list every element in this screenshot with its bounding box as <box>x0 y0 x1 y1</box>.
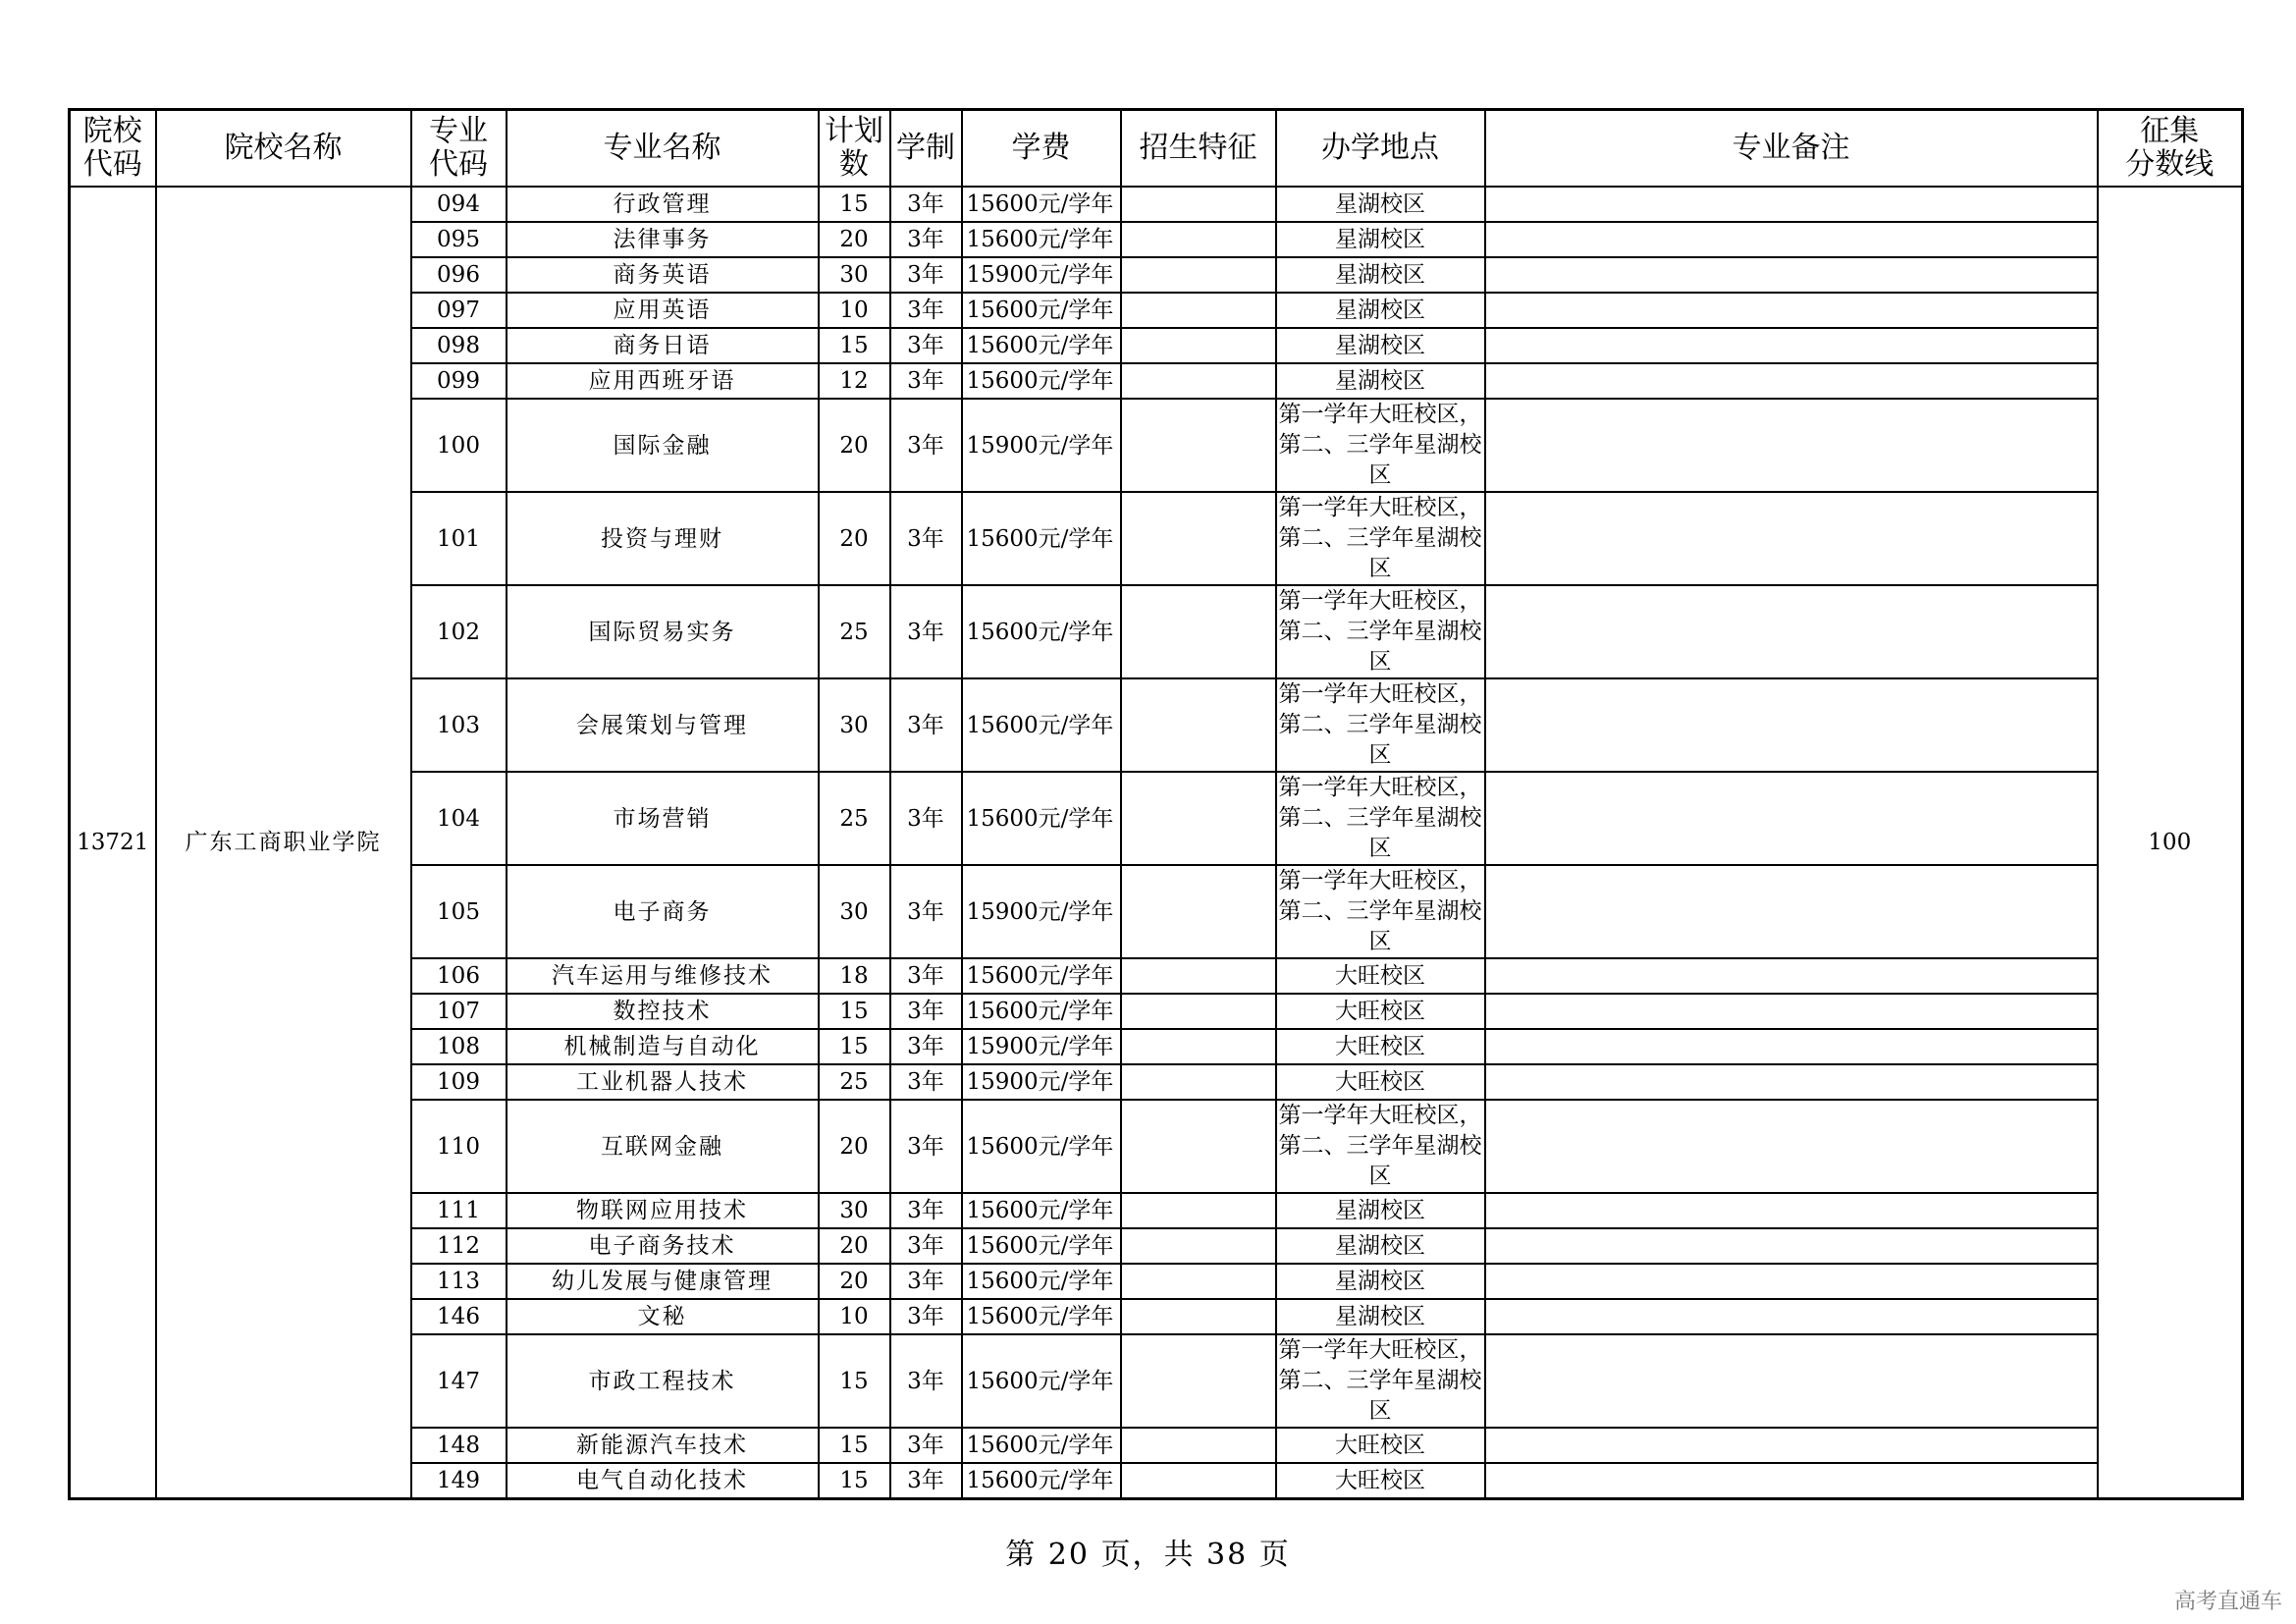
remark-cell <box>1485 1064 2098 1100</box>
feature-cell <box>1121 1334 1276 1428</box>
major-name-cell: 法律事务 <box>507 222 819 257</box>
major-name-cell: 工业机器人技术 <box>507 1064 819 1100</box>
plan-cell: 20 <box>819 492 890 585</box>
plan-cell: 15 <box>819 328 890 363</box>
major-code-cell: 095 <box>411 222 507 257</box>
header-duration: 学制 <box>890 110 962 188</box>
remark-cell <box>1485 1193 2098 1228</box>
feature-cell <box>1121 1264 1276 1299</box>
plan-cell: 18 <box>819 958 890 994</box>
tuition-cell: 15600元/学年 <box>962 1228 1121 1264</box>
major-name-cell: 汽车运用与维修技术 <box>507 958 819 994</box>
plan-cell: 15 <box>819 1029 890 1064</box>
duration-cell: 3年 <box>890 1064 962 1100</box>
feature-cell <box>1121 1299 1276 1334</box>
header-plan: 计划 数 <box>819 110 890 188</box>
location-cell: 大旺校区 <box>1276 994 1485 1029</box>
remark-cell <box>1485 958 2098 994</box>
tuition-cell: 15600元/学年 <box>962 1463 1121 1499</box>
feature-cell <box>1121 994 1276 1029</box>
major-name-cell: 物联网应用技术 <box>507 1193 819 1228</box>
feature-cell <box>1121 585 1276 678</box>
major-name-cell: 幼儿发展与健康管理 <box>507 1264 819 1299</box>
feature-cell <box>1121 399 1276 492</box>
duration-cell: 3年 <box>890 187 962 222</box>
duration-cell: 3年 <box>890 1334 962 1428</box>
tuition-cell: 15600元/学年 <box>962 1100 1121 1193</box>
tuition-cell: 15600元/学年 <box>962 585 1121 678</box>
major-name-cell: 会展策划与管理 <box>507 678 819 772</box>
plan-cell: 10 <box>819 293 890 328</box>
major-code-cell: 103 <box>411 678 507 772</box>
major-code-cell: 105 <box>411 865 507 958</box>
duration-cell: 3年 <box>890 222 962 257</box>
school-name-cell: 广东工商职业学院 <box>156 187 411 1499</box>
duration-cell: 3年 <box>890 1264 962 1299</box>
tuition-cell: 15600元/学年 <box>962 994 1121 1029</box>
feature-cell <box>1121 257 1276 293</box>
watermark: 高考直通车 <box>2173 1590 2282 1614</box>
major-code-cell: 146 <box>411 1299 507 1334</box>
major-name-cell: 文秘 <box>507 1299 819 1334</box>
major-name-cell: 数控技术 <box>507 994 819 1029</box>
location-cell: 第一学年大旺校区，第二、三学年星湖校区 <box>1276 1334 1485 1428</box>
location-cell: 大旺校区 <box>1276 1428 1485 1463</box>
header-major-name: 专业名称 <box>507 110 819 188</box>
score-cell: 100 <box>2098 187 2243 1499</box>
feature-cell <box>1121 772 1276 865</box>
major-name-cell: 投资与理财 <box>507 492 819 585</box>
major-code-cell: 102 <box>411 585 507 678</box>
major-name-cell: 电子商务技术 <box>507 1228 819 1264</box>
tuition-cell: 15600元/学年 <box>962 1299 1121 1334</box>
major-name-cell: 机械制造与自动化 <box>507 1029 819 1064</box>
major-name-cell: 新能源汽车技术 <box>507 1428 819 1463</box>
major-code-cell: 097 <box>411 293 507 328</box>
location-cell: 大旺校区 <box>1276 958 1485 994</box>
major-code-cell: 149 <box>411 1463 507 1499</box>
feature-cell <box>1121 222 1276 257</box>
major-code-cell: 108 <box>411 1029 507 1064</box>
feature-cell <box>1121 492 1276 585</box>
location-cell: 第一学年大旺校区，第二、三学年星湖校区 <box>1276 1100 1485 1193</box>
duration-cell: 3年 <box>890 1299 962 1334</box>
location-cell: 第一学年大旺校区，第二、三学年星湖校区 <box>1276 772 1485 865</box>
major-code-cell: 100 <box>411 399 507 492</box>
plan-cell: 25 <box>819 585 890 678</box>
major-name-cell: 行政管理 <box>507 187 819 222</box>
plan-cell: 10 <box>819 1299 890 1334</box>
feature-cell <box>1121 678 1276 772</box>
tuition-cell: 15600元/学年 <box>962 492 1121 585</box>
remark-cell <box>1485 222 2098 257</box>
duration-cell: 3年 <box>890 328 962 363</box>
page-number: 第 20 页，共 38 页 <box>1005 1538 1291 1572</box>
remark-cell <box>1485 1228 2098 1264</box>
feature-cell <box>1121 363 1276 399</box>
remark-cell <box>1485 1100 2098 1193</box>
tuition-cell: 15600元/学年 <box>962 958 1121 994</box>
feature-cell <box>1121 865 1276 958</box>
major-code-cell: 107 <box>411 994 507 1029</box>
remark-cell <box>1485 772 2098 865</box>
duration-cell: 3年 <box>890 1100 962 1193</box>
header-major-code: 专业 代码 <box>411 110 507 188</box>
tuition-cell: 15600元/学年 <box>962 187 1121 222</box>
tuition-cell: 15600元/学年 <box>962 222 1121 257</box>
location-cell: 第一学年大旺校区，第二、三学年星湖校区 <box>1276 678 1485 772</box>
duration-cell: 3年 <box>890 958 962 994</box>
major-name-cell: 互联网金融 <box>507 1100 819 1193</box>
remark-cell <box>1485 328 2098 363</box>
plan-cell: 25 <box>819 1064 890 1100</box>
duration-cell: 3年 <box>890 257 962 293</box>
major-code-cell: 109 <box>411 1064 507 1100</box>
duration-cell: 3年 <box>890 1193 962 1228</box>
major-name-cell: 国际贸易实务 <box>507 585 819 678</box>
tuition-cell: 15600元/学年 <box>962 1334 1121 1428</box>
plan-cell: 15 <box>819 187 890 222</box>
header-row <box>70 110 2243 188</box>
location-cell: 星湖校区 <box>1276 1264 1485 1299</box>
feature-cell <box>1121 958 1276 994</box>
duration-cell: 3年 <box>890 293 962 328</box>
location-cell: 星湖校区 <box>1276 187 1485 222</box>
remark-cell <box>1485 1463 2098 1499</box>
major-code-cell: 148 <box>411 1428 507 1463</box>
plan-cell: 20 <box>819 399 890 492</box>
feature-cell <box>1121 1029 1276 1064</box>
plan-cell: 30 <box>819 1193 890 1228</box>
remark-cell <box>1485 994 2098 1029</box>
plan-cell: 30 <box>819 678 890 772</box>
plan-cell: 30 <box>819 257 890 293</box>
location-cell: 星湖校区 <box>1276 257 1485 293</box>
major-code-cell: 147 <box>411 1334 507 1428</box>
remark-cell <box>1485 399 2098 492</box>
duration-cell: 3年 <box>890 1029 962 1064</box>
duration-cell: 3年 <box>890 363 962 399</box>
tuition-cell: 15900元/学年 <box>962 865 1121 958</box>
plan-cell: 15 <box>819 1463 890 1499</box>
tuition-cell: 15600元/学年 <box>962 772 1121 865</box>
duration-cell: 3年 <box>890 1228 962 1264</box>
major-code-cell: 098 <box>411 328 507 363</box>
tuition-cell: 15600元/学年 <box>962 328 1121 363</box>
duration-cell: 3年 <box>890 994 962 1029</box>
tuition-cell: 15600元/学年 <box>962 363 1121 399</box>
location-cell: 第一学年大旺校区，第二、三学年星湖校区 <box>1276 492 1485 585</box>
feature-cell <box>1121 1428 1276 1463</box>
remark-cell <box>1485 1428 2098 1463</box>
header-remark: 专业备注 <box>1485 110 2098 188</box>
duration-cell: 3年 <box>890 585 962 678</box>
plan-cell: 20 <box>819 1100 890 1193</box>
plan-cell: 20 <box>819 1264 890 1299</box>
remark-cell <box>1485 1264 2098 1299</box>
table-row <box>70 187 2243 222</box>
major-code-cell: 111 <box>411 1193 507 1228</box>
plan-cell: 30 <box>819 865 890 958</box>
plan-cell: 20 <box>819 222 890 257</box>
duration-cell: 3年 <box>890 865 962 958</box>
major-code-cell: 110 <box>411 1100 507 1193</box>
location-cell: 大旺校区 <box>1276 1064 1485 1100</box>
plan-cell: 15 <box>819 1334 890 1428</box>
duration-cell: 3年 <box>890 772 962 865</box>
major-code-cell: 094 <box>411 187 507 222</box>
duration-cell: 3年 <box>890 678 962 772</box>
major-name-cell: 应用西班牙语 <box>507 363 819 399</box>
location-cell: 星湖校区 <box>1276 363 1485 399</box>
location-cell: 第一学年大旺校区，第二、三学年星湖校区 <box>1276 585 1485 678</box>
major-code-cell: 101 <box>411 492 507 585</box>
feature-cell <box>1121 328 1276 363</box>
remark-cell <box>1485 865 2098 958</box>
major-name-cell: 市场营销 <box>507 772 819 865</box>
plan-cell: 20 <box>819 1228 890 1264</box>
plan-cell: 25 <box>819 772 890 865</box>
duration-cell: 3年 <box>890 399 962 492</box>
remark-cell <box>1485 257 2098 293</box>
major-code-cell: 096 <box>411 257 507 293</box>
tuition-cell: 15600元/学年 <box>962 678 1121 772</box>
tuition-cell: 15600元/学年 <box>962 293 1121 328</box>
major-name-cell: 市政工程技术 <box>507 1334 819 1428</box>
plan-cell: 15 <box>819 1428 890 1463</box>
major-name-cell: 商务日语 <box>507 328 819 363</box>
major-name-cell: 国际金融 <box>507 399 819 492</box>
location-cell: 星湖校区 <box>1276 222 1485 257</box>
location-cell: 星湖校区 <box>1276 1193 1485 1228</box>
location-cell: 大旺校区 <box>1276 1463 1485 1499</box>
table-body <box>70 187 2243 1499</box>
header-score: 征集 分数线 <box>2098 110 2243 188</box>
school-code-cell: 13721 <box>70 187 156 1499</box>
header-feature: 招生特征 <box>1121 110 1276 188</box>
location-cell: 星湖校区 <box>1276 1299 1485 1334</box>
feature-cell <box>1121 293 1276 328</box>
location-cell: 第一学年大旺校区，第二、三学年星湖校区 <box>1276 865 1485 958</box>
header-school-name: 院校名称 <box>156 110 411 188</box>
major-code-cell: 106 <box>411 958 507 994</box>
header-school-code: 院校 代码 <box>70 110 156 188</box>
feature-cell <box>1121 1463 1276 1499</box>
tuition-cell: 15900元/学年 <box>962 257 1121 293</box>
major-name-cell: 电子商务 <box>507 865 819 958</box>
remark-cell <box>1485 492 2098 585</box>
feature-cell <box>1121 1228 1276 1264</box>
major-code-cell: 112 <box>411 1228 507 1264</box>
feature-cell <box>1121 1100 1276 1193</box>
location-cell: 第一学年大旺校区，第二、三学年星湖校区 <box>1276 399 1485 492</box>
location-cell: 星湖校区 <box>1276 293 1485 328</box>
location-cell: 星湖校区 <box>1276 1228 1485 1264</box>
location-cell: 大旺校区 <box>1276 1029 1485 1064</box>
remark-cell <box>1485 187 2098 222</box>
major-name-cell: 电气自动化技术 <box>507 1463 819 1499</box>
header-location: 办学地点 <box>1276 110 1485 188</box>
duration-cell: 3年 <box>890 492 962 585</box>
location-cell: 星湖校区 <box>1276 328 1485 363</box>
feature-cell <box>1121 1193 1276 1228</box>
remark-cell <box>1485 585 2098 678</box>
feature-cell <box>1121 1064 1276 1100</box>
major-code-cell: 104 <box>411 772 507 865</box>
remark-cell <box>1485 1029 2098 1064</box>
major-code-cell: 113 <box>411 1264 507 1299</box>
remark-cell <box>1485 1299 2098 1334</box>
major-name-cell: 应用英语 <box>507 293 819 328</box>
feature-cell <box>1121 187 1276 222</box>
major-code-cell: 099 <box>411 363 507 399</box>
tuition-cell: 15900元/学年 <box>962 1029 1121 1064</box>
plan-cell: 12 <box>819 363 890 399</box>
remark-cell <box>1485 1334 2098 1428</box>
tuition-cell: 15600元/学年 <box>962 1264 1121 1299</box>
tuition-cell: 15900元/学年 <box>962 1064 1121 1100</box>
duration-cell: 3年 <box>890 1428 962 1463</box>
remark-cell <box>1485 363 2098 399</box>
tuition-cell: 15600元/学年 <box>962 1193 1121 1228</box>
remark-cell <box>1485 678 2098 772</box>
major-name-cell: 商务英语 <box>507 257 819 293</box>
enrollment-table <box>68 108 2244 1500</box>
tuition-cell: 15900元/学年 <box>962 399 1121 492</box>
header-tuition: 学费 <box>962 110 1121 188</box>
remark-cell <box>1485 293 2098 328</box>
duration-cell: 3年 <box>890 1463 962 1499</box>
plan-cell: 15 <box>819 994 890 1029</box>
tuition-cell: 15600元/学年 <box>962 1428 1121 1463</box>
